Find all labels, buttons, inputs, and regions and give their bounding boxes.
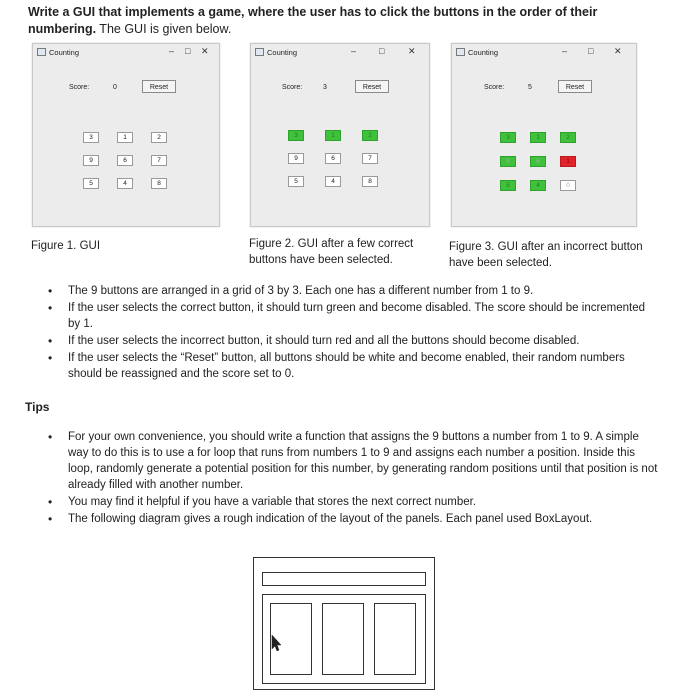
caption-line: have been selected. <box>449 257 552 269</box>
number-button[interactable]: 9 <box>288 153 304 164</box>
intro-bold: Write a GUI that implements a game, where the user has to click the buttons in the order of their numbering. <box>28 5 598 36</box>
number-button[interactable]: 7 <box>151 155 167 166</box>
number-button[interactable]: 8 <box>151 178 167 189</box>
number-button[interactable]: 5 <box>288 176 304 187</box>
app-icon <box>255 48 264 56</box>
number-button[interactable]: 2 <box>560 132 576 143</box>
maximize-icon[interactable]: □ <box>588 46 594 56</box>
mouse-cursor-icon <box>270 633 282 663</box>
number-button[interactable]: 3 <box>500 132 516 143</box>
list-item: • If the user selects the correct button, it should turn green and become disabled. The score should be incremented by 1. <box>48 300 658 332</box>
number-button[interactable]: 1 <box>560 156 576 167</box>
app-icon <box>456 48 465 56</box>
list-item: • You may find it helpful if you have a variable that stores the next correct number. <box>48 494 658 510</box>
score-value: 5 <box>528 84 532 91</box>
minimize-icon[interactable]: – <box>169 46 175 56</box>
number-button[interactable]: 8 <box>362 176 378 187</box>
tips-heading: Tips <box>25 400 50 414</box>
intro-paragraph <box>28 4 668 38</box>
close-icon[interactable]: ✕ <box>201 46 209 56</box>
number-button[interactable]: 6 <box>117 155 133 166</box>
figure1-window <box>32 43 220 227</box>
window-titlebar <box>452 44 636 60</box>
number-button[interactable]: 6 <box>325 153 341 164</box>
number-button[interactable]: 1 <box>530 132 546 143</box>
diagram-column-panel <box>374 603 416 675</box>
figure3-window <box>451 43 637 227</box>
number-button[interactable]: 2 <box>151 132 167 143</box>
tips-list <box>48 429 658 528</box>
number-button[interactable]: 4 <box>530 180 546 191</box>
number-button[interactable]: 5 <box>83 178 99 189</box>
window-titlebar <box>251 44 429 60</box>
number-button[interactable]: 0 <box>560 180 576 191</box>
number-button[interactable]: 1 <box>325 130 341 141</box>
minimize-icon[interactable]: – <box>562 46 568 56</box>
maximize-icon[interactable]: □ <box>185 46 191 56</box>
number-button[interactable]: 4 <box>117 178 133 189</box>
diagram-bottom-panel <box>262 594 426 684</box>
minimize-icon[interactable]: – <box>351 46 357 56</box>
list-item: • The 9 buttons are arranged in a grid of 3 by 3. Each one has a different number from 1 to 9. <box>48 283 658 299</box>
figure2-caption <box>249 236 413 268</box>
list-item: • If the user selects the incorrect button, it should turn red and all the buttons should become disabled. <box>48 333 658 349</box>
reset-button[interactable]: Reset <box>558 80 592 93</box>
layout-diagram <box>253 557 435 690</box>
intro-normal: The GUI is given below. <box>96 22 232 36</box>
close-icon[interactable]: ✕ <box>408 46 416 56</box>
number-button[interactable]: 3 <box>83 132 99 143</box>
figure1-caption: Figure 1. GUI <box>31 240 101 252</box>
caption-line: Figure 3. GUI after an incorrect button <box>449 241 643 253</box>
caption-line: buttons have been selected. <box>249 254 393 266</box>
reset-button[interactable]: Reset <box>355 80 389 93</box>
number-button[interactable]: 6 <box>530 156 546 167</box>
score-label: Score: <box>69 84 90 91</box>
list-item: • The following diagram gives a rough indication of the layout of the panels. Each panel used BoxLayout. <box>48 511 658 527</box>
app-icon <box>37 48 46 56</box>
diagram-top-panel <box>262 572 426 586</box>
score-value: 0 <box>113 84 117 91</box>
requirements-list <box>48 283 658 383</box>
number-button[interactable]: 2 <box>362 130 378 141</box>
list-item: • For your own convenience, you should write a function that assigns the 9 buttons a number from 1 to 9. A simple way to do this is to use a for loop that runs from numbers 1 to 9 and assigns each number a position. Inside this loop, randomly generate a potential position for this number, by generating random positions until that position is not already filled with another number. <box>48 429 658 493</box>
number-button[interactable]: 1 <box>117 132 133 143</box>
score-label: Score: <box>484 84 505 91</box>
number-button[interactable]: 5 <box>500 180 516 191</box>
window-title: Counting <box>468 48 499 57</box>
number-button[interactable]: 4 <box>325 176 341 187</box>
diagram-column-panel <box>322 603 364 675</box>
list-item: • If the user selects the “Reset” button, all buttons should be white and become enabled, their random numbers should be reassigned and the score set to 0. <box>48 350 658 382</box>
number-button[interactable]: 9 <box>83 155 99 166</box>
score-label: Score: <box>282 84 303 91</box>
close-icon[interactable]: ✕ <box>614 46 622 56</box>
maximize-icon[interactable]: □ <box>379 46 385 56</box>
window-title: Counting <box>49 48 80 57</box>
number-button[interactable]: 3 <box>288 130 304 141</box>
figure2-window <box>250 43 430 227</box>
number-button[interactable]: 7 <box>362 153 378 164</box>
reset-button[interactable]: Reset <box>142 80 176 93</box>
score-value: 3 <box>323 84 327 91</box>
caption-line: Figure 2. GUI after a few correct <box>249 238 414 250</box>
window-title: Counting <box>267 48 298 57</box>
window-titlebar <box>33 44 219 60</box>
number-button[interactable]: 9 <box>500 156 516 167</box>
figure3-caption <box>449 239 643 271</box>
